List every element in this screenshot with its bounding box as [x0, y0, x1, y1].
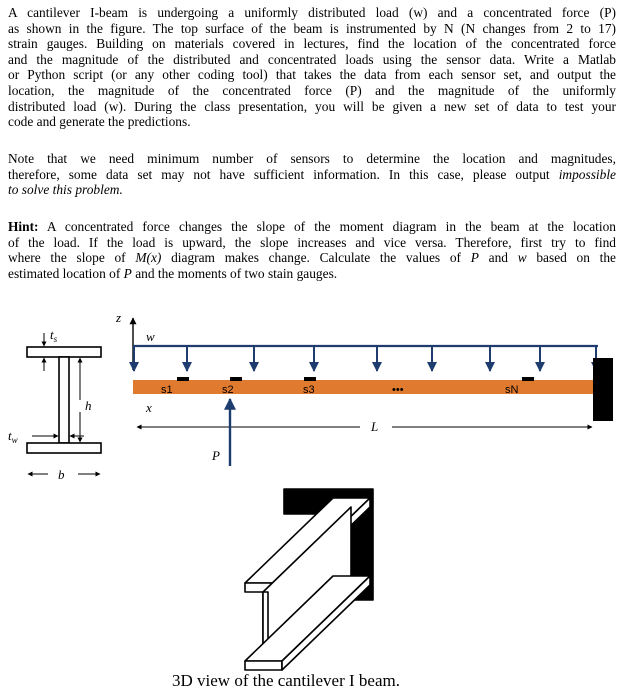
beam-body: [133, 380, 597, 394]
text-line: strain gauges. Building on materials covered in lectures, find the location of the concentrated force: [8, 36, 616, 52]
z-axis-label: z: [116, 310, 122, 325]
tw-label: $t_w$: [8, 428, 18, 445]
ts-label: $t_s$: [50, 327, 58, 344]
sensor-label: s1: [161, 384, 173, 396]
sensor-marker: [177, 377, 189, 381]
distributed-load-arrows: [134, 347, 596, 371]
impossible-term: impossible: [558, 166, 616, 182]
text-line: code and generate the predictions.: [8, 114, 191, 130]
text-line: location, the magnitude of the concentrated force (P) and the magnitude of the uniformly: [8, 82, 616, 98]
text-line: distributed load (w). During the class presentation, you will be given a new set of data to test your: [8, 98, 616, 114]
text-line: Note that we need minimum number of sensors to determine the location and magnitudes,: [8, 151, 616, 166]
text-line: as shown in the figure. The top surface of the beam is instrumented by N (N changes from 2 to 17): [8, 20, 616, 36]
p-label: P: [212, 448, 220, 463]
ellipsis: •••: [392, 384, 404, 396]
cross-section-diagram: [8, 327, 101, 482]
text-segment: therefore, some data set may not have sufficient information. In this case, please output: [8, 166, 550, 182]
math-term: P: [123, 265, 132, 281]
beam-diagram: [115, 310, 613, 466]
math-term: M(x): [135, 250, 162, 266]
sensor-label: s2: [222, 384, 234, 396]
fixed-support: [593, 358, 613, 421]
hint-label: Hint:: [8, 219, 39, 234]
sensor-marker: [230, 377, 242, 381]
figure-caption: 3D view of the cantilever I beam.: [172, 671, 400, 690]
text-segment: where the slope of: [8, 250, 136, 266]
text-segment: based on the: [526, 250, 617, 266]
math-term: P: [470, 250, 479, 266]
text-segment: diagram makes change. Calculate the values of: [161, 250, 471, 266]
math-term: w: [517, 250, 527, 266]
text-line: to solve this problem.: [8, 182, 123, 198]
text-segment: and the moments of two stain gauges.: [131, 265, 338, 281]
beam-3d-view: [245, 489, 373, 670]
sensor-marker: [304, 377, 316, 381]
text-line: and the magnitude of the distributed and concentrated loads using the sensor data. Write a Matlab: [8, 51, 616, 67]
sensor-marker: [522, 377, 534, 381]
text-segment: A concentrated force changes the slope of the moment diagram in the beam at the location: [38, 219, 616, 234]
text-line: of the load. If the load is upward, the slope increases and vice versa. Therefore, first try to find: [8, 234, 616, 250]
text-segment: and: [478, 250, 518, 266]
x-label: x: [146, 400, 152, 415]
sensor-label: s3: [303, 384, 315, 396]
text-line: or Python script (or any other coding tool) that takes the data from each sensor set, and output the: [8, 67, 616, 83]
length-label: L: [371, 419, 379, 434]
w-label: w: [146, 329, 155, 344]
text-segment: estimated location of: [8, 265, 124, 281]
b-label: b: [58, 467, 65, 482]
sensor-label: sN: [505, 384, 519, 396]
h-label: h: [85, 398, 92, 413]
text-line: A cantilever I-beam is undergoing a uniformly distributed load (w) and a concentrated force (P): [8, 5, 616, 20]
